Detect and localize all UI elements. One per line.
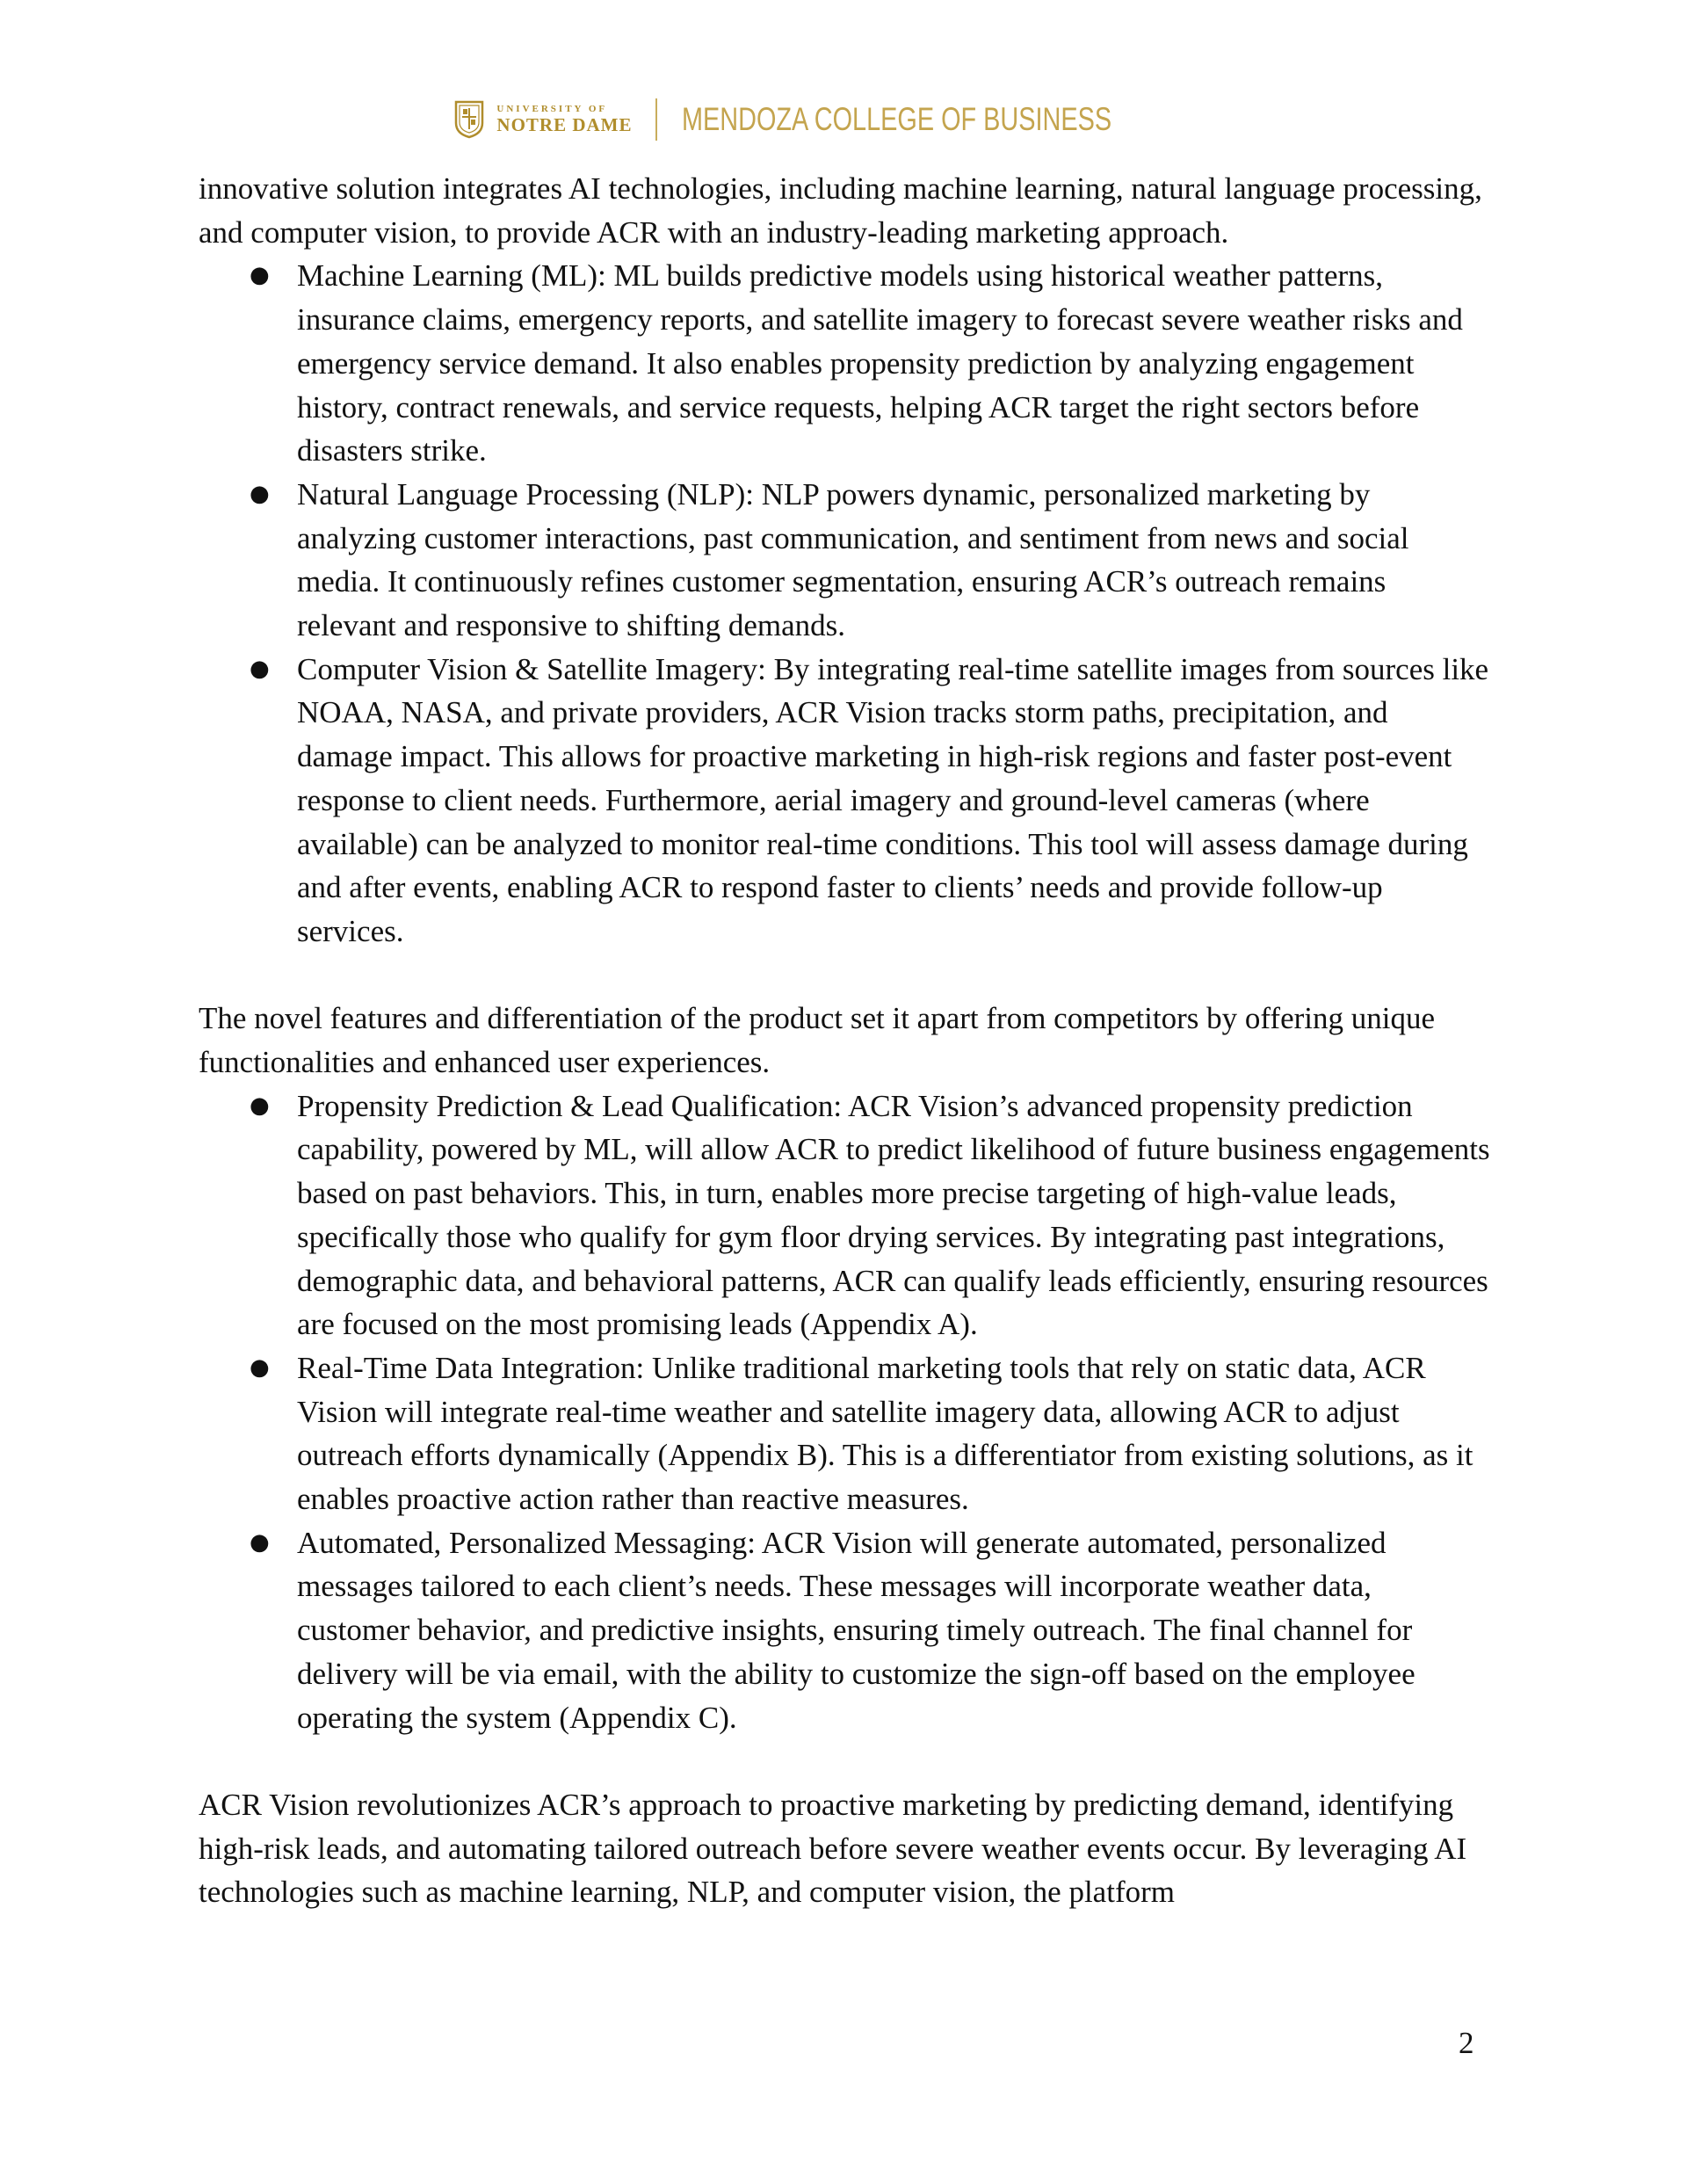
- college-name: MENDOZA COLLEGE OF BUSINESS: [681, 101, 1111, 137]
- conclusion-paragraph: ACR Vision revolutionizes ACR’s approach to proactive marketing by predicting demand, identifying high-risk leads, and automating tailored outreach before severe weather events occur. By leveraging AI technologies such as machine learning, NLP, and computer vision, the platform: [199, 1787, 1467, 1910]
- features-paragraph: The novel features and differentiation of the product set it apart from competitors by offering unique functionalities and enhanced user experiences.: [199, 1001, 1436, 1080]
- list-item-text: Machine Learning (ML): ML builds predictive models using historical weather patterns, insurance claims, emergency reports, and satellite imagery to forecast severe weather risks and emergency service demand. It also enables propensity prediction by analyzing engagement history, contract renewals, and service requests, helping ACR target the right sectors before disasters strike.: [297, 258, 1463, 468]
- intro-paragraph: innovative solution integrates AI technologies, including machine learning, natural language processing, and computer vision, to provide ACR with an industry-leading marketing approach.: [199, 171, 1482, 250]
- list-item-text: Automated, Personalized Messaging: ACR Vision will generate automated, personalized messages tailored to each client’s needs. These messages will incorporate weather data, customer behavior, and predictive insights, ensuring timely outreach. The final channel for delivery will be via email, with the ability to customize the sign-off based on the employee operating the system (Appendix C).: [297, 1525, 1415, 1735]
- list-item: [199, 1346, 1490, 1521]
- page-number: 2: [1459, 2026, 1474, 2060]
- header-divider: [655, 98, 657, 141]
- bullet-icon: ●: [250, 655, 270, 682]
- list-item: [199, 648, 1490, 954]
- page-header: [0, 98, 1687, 141]
- paragraph-spacer: [199, 954, 1490, 998]
- list-item: [199, 254, 1490, 473]
- notre-dame-label: NOTRE DAME: [496, 114, 633, 135]
- list-item-text: Natural Language Processing (NLP): NLP powers dynamic, personalized marketing by analyzing customer interactions, past communication, and sentiment from news and social media. It continuously refines customer segmentation, ensuring ACR’s outreach remains relevant and responsive to shifting demands.: [297, 476, 1409, 643]
- list-item-text: Computer Vision & Satellite Imagery: By integrating real-time satellite images from sources like NOAA, NASA, and private providers, ACR Vision tracks storm paths, precipitation, and damage impact. This allows for proactive marketing in high-risk regions and faster post-event response to client needs. Furthermore, aerial imagery and ground-level cameras (where available) can be analyzed to monitor real-time conditions. This tool will assess damage during and after events, enabling ACR to respond faster to clients’ needs and provide follow-up services.: [297, 651, 1489, 948]
- features-list: [199, 1085, 1490, 1740]
- bullet-icon: ●: [250, 1528, 270, 1556]
- list-item: [199, 1085, 1490, 1346]
- list-item: [199, 1521, 1490, 1740]
- university-logo: [454, 98, 1232, 141]
- bullet-icon: ●: [250, 1092, 270, 1119]
- document-body: [199, 167, 1490, 1914]
- bullet-icon: ●: [250, 1353, 270, 1381]
- university-of-label: UNIVERSITY OF: [496, 104, 608, 114]
- bullet-icon: ●: [250, 480, 270, 507]
- ai-technologies-list: [199, 254, 1490, 953]
- paragraph-spacer: [199, 1739, 1490, 1783]
- bullet-icon: ●: [250, 262, 270, 289]
- notre-dame-seal-icon: [454, 100, 484, 139]
- list-item-text: Propensity Prediction & Lead Qualification: ACR Vision’s advanced propensity prediction capability, powered by ML, will allow ACR to predict likelihood of future business engagements based on past behaviors. This, in turn, enables more precise targeting of high-value leads, specifically those who qualify for gym floor drying services. By integrating past integrations, demographic data, and behavioral patterns, ACR can qualify leads efficiently, ensuring resources are focused on the most promising leads (Appendix A).: [297, 1088, 1490, 1342]
- notre-dame-wordmark: [496, 105, 632, 134]
- list-item-text: Real-Time Data Integration: Unlike traditional marketing tools that rely on static data, ACR Vision will integrate real-time weather and satellite imagery data, allowing ACR to adjust outreach efforts dynamically (Appendix B). This is a differentiator from existing solutions, as it enables proactive action rather than reactive measures.: [297, 1350, 1473, 1517]
- list-item: [199, 473, 1490, 648]
